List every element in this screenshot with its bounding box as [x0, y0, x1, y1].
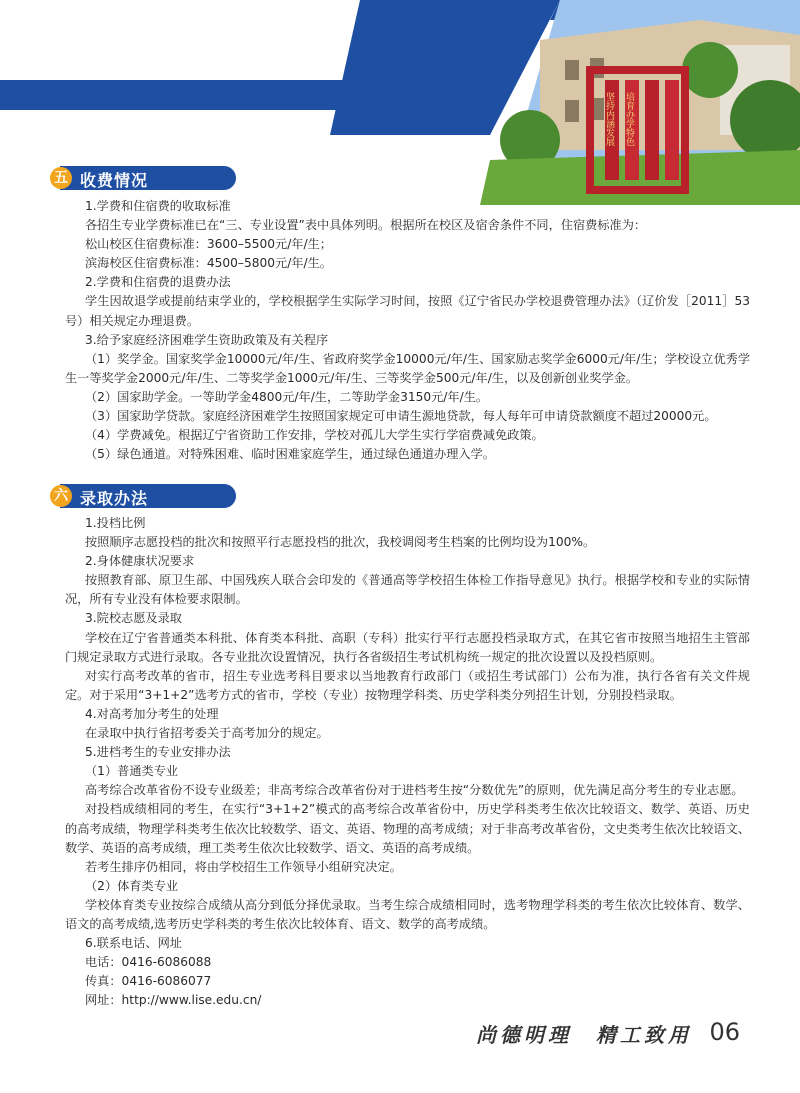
campus-photo	[470, 0, 800, 205]
page-number: 06	[709, 1018, 740, 1046]
heading-fee-standard: 1.学费和住宿费的收取标准	[85, 199, 231, 213]
blue-stripe-left	[0, 80, 390, 110]
paragraph: 按照顺序志愿投档的批次和按照平行志愿投档的批次，我校调阅考生档案的比例均设为100%。	[85, 535, 596, 550]
paragraph: （2）国家助学金。一等助学金4800元/年/生，二等助学金3150元/年/生。	[85, 389, 489, 404]
section-admission-content	[65, 514, 750, 1010]
heading-ratio: 1.投档比例	[85, 516, 146, 530]
paragraph: 若考生排序仍相同，将由学校招生工作领导小组研究决定。	[85, 859, 402, 874]
subheading: （2）体育类专业	[85, 878, 179, 893]
heading-admission: 3.院校志愿及录取	[85, 611, 182, 626]
paragraph: 学校体育类专业按综合成绩从高分到低分择优录取。当考生综合成绩相同时，选考物理学科类的考生依次比较体育、数学、语文的高考成绩,选考历史学科类的考生依次比较体育、语文、数学的高考成绩。	[65, 897, 750, 931]
section-title: 收费情况	[80, 171, 149, 190]
heading-refund: 2.学费和住宿费的退费办法	[85, 275, 231, 290]
paragraph: （5）绿色通道。对特殊困难、临时困难家庭学生，通过绿色通道办理入学。	[85, 447, 495, 462]
sign-text-1: 坚持内涵发展	[604, 92, 614, 146]
sign-text-2: 培育办学特色	[624, 92, 634, 146]
contact-phone: 电话：0416-6086088	[85, 955, 212, 970]
paragraph: （1）奖学金。国家奖学金10000元/年/生、省政府奖学金10000元/年/生、国家励志奖学金6000元/年/生；学校设立优秀学生一等奖学金2000元/年/生、二等奖学金1000元/年/生、三等奖学金500元/年/生，以及创新创业奖学金。	[65, 351, 751, 385]
paragraph: 高考综合改革省份不设专业级差；非高考综合改革省份对于进档考生按“分数优先”的原则，优先满足高分考生的专业志愿。	[85, 783, 744, 798]
paragraph: 学校在辽宁省普通类本科批、体育类本科批、高职（专科）批实行平行志愿投档录取方式，在其它省市按照当地招生主管部门规定录取方式进行录取。各专业批次设置情况，执行各省级招生考试机构统一规定的批次设置以及投档原则。	[65, 630, 750, 664]
paragraph: 松山校区住宿费标准：3600–5500元/年/生；	[85, 237, 332, 252]
paragraph: （3）国家助学贷款。家庭经济困难学生按照国家规定可申请生源地贷款，每人每年可申请贷款额度不超过20000元。	[85, 409, 717, 424]
heading-financial-aid: 3.给予家庭经济困难学生资助政策及有关程序	[85, 332, 329, 347]
section-title: 录取办法	[80, 489, 149, 508]
heading-health: 2.身体健康状况要求	[85, 554, 195, 569]
contact-website[interactable]: 网址：http://www.lise.edu.cn/	[85, 993, 262, 1008]
paragraph: 各招生专业学费标准已在“三、专业设置”表中具体列明。根据所在校区及宿舍条件不同，住宿费标准为：	[85, 218, 647, 233]
paragraph: 在录取中执行省招考委关于高考加分的规定。	[85, 726, 329, 741]
paragraph: 学生因故退学或提前结束学业的，学校根据学生实际学习时间，按照《辽宁省民办学校退费管理办法》（辽价发［2011］53号）相关规定办理退费。	[65, 294, 750, 328]
paragraph: （4）学费减免。根据辽宁省资助工作安排，学校对孤儿大学生实行学宿费减免政策。	[85, 428, 544, 443]
heading-major-assignment: 5.进档考生的专业安排办法	[85, 745, 231, 760]
footer-motto: 尚德明理 精工致用	[476, 1023, 692, 1047]
heading-contact: 6.联系电话、网址	[85, 936, 182, 951]
paragraph: 滨海校区住宿费标准：4500–5800元/年/生。	[85, 256, 332, 271]
section-header-fees	[50, 166, 190, 192]
section-fees-content	[65, 197, 750, 464]
subheading: （1）普通类专业	[85, 764, 179, 779]
section-number: 五	[50, 167, 72, 189]
paragraph: 按照教育部、原卫生部、中国残疾人联合会印发的《普通高等学校招生体检工作指导意见》执行。根据学校和专业的实际情况，所有专业没有体检要求限制。	[65, 573, 750, 607]
paragraph: 对实行高考改革的省市，招生专业选考科目要求以当地教育行政部门（或招生考试部门）公布为准，执行各省有关文件规定。对于采用“3+1+2”选考方式的省市，学校（专业）按物理学科类、历史学科类分列招生计划，分别投档录取。	[65, 668, 750, 702]
section-header-admission	[50, 484, 190, 510]
heading-bonus: 4.对高考加分考生的处理	[85, 706, 219, 721]
contact-fax: 传真：0416-6086077	[85, 974, 212, 989]
section-number: 六	[50, 485, 72, 507]
paragraph: 对投档成绩相同的考生，在实行“3+1+2”模式的高考综合改革省份中，历史学科类考生依次比较语文、数学、英语、历史的高考成绩，物理学科类考生依次比较数学、语文、英语、物理的高考成绩；对于非高考改革省份，文史类考生依次比较语文、数学、英语的高考成绩，理工类考生依次比较数学、语文、英语的高考成绩。	[65, 802, 750, 855]
